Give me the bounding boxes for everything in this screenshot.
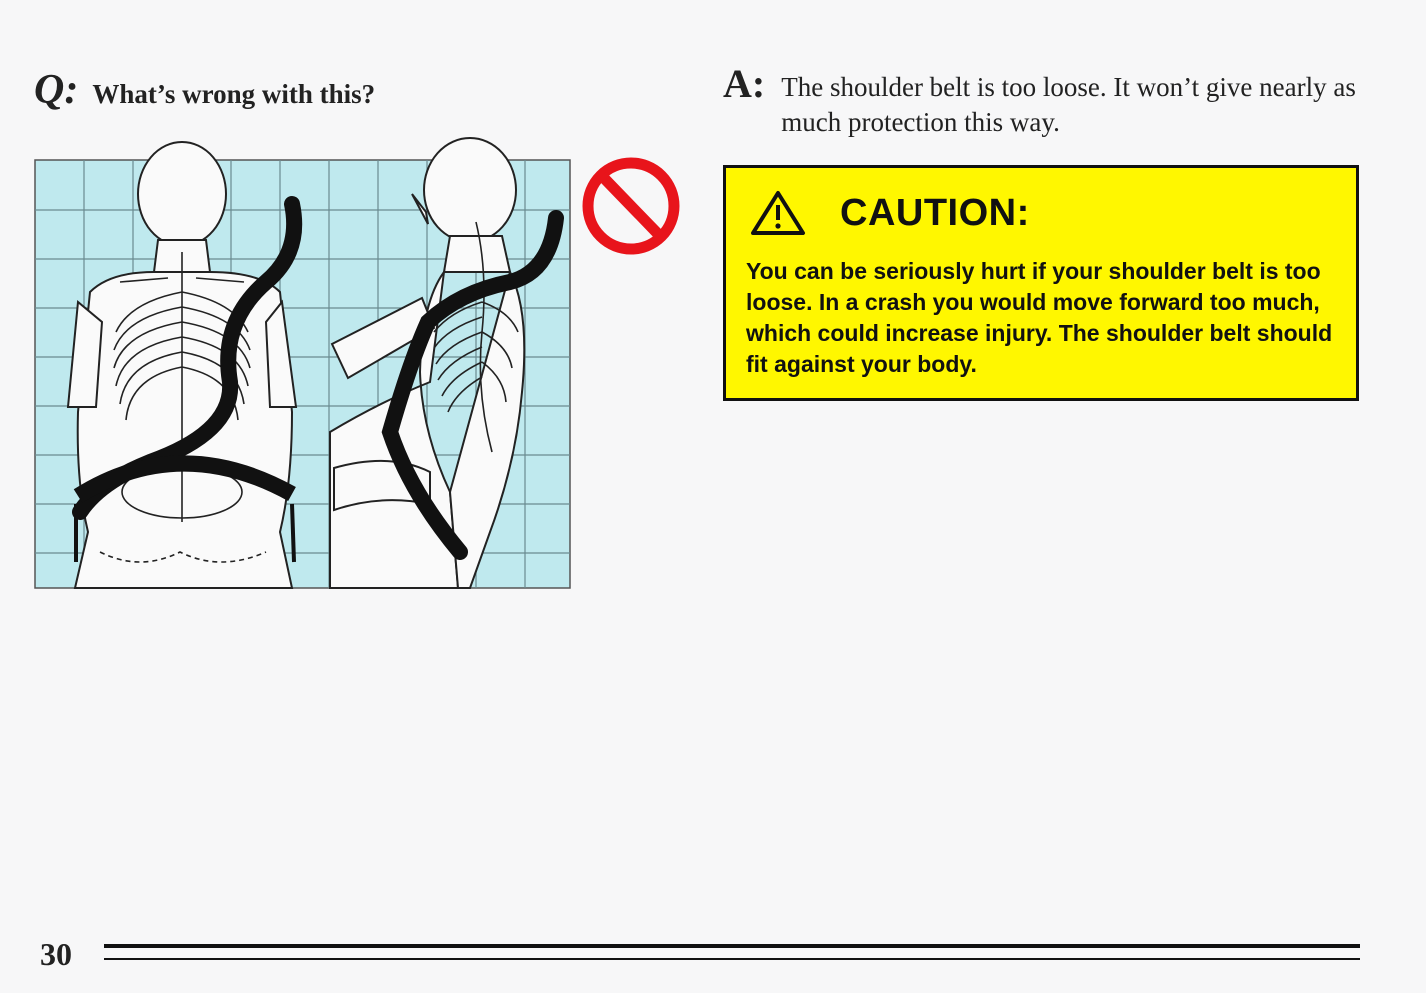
footer-rule xyxy=(104,944,1360,948)
warning-triangle-icon xyxy=(750,190,806,236)
seatbelt-illustration xyxy=(30,132,690,602)
question xyxy=(34,66,375,114)
question-text: What’s wrong with this? xyxy=(92,79,376,109)
caution-title: CAUTION: xyxy=(840,191,1030,234)
footer-rule-thin xyxy=(104,958,1360,960)
caution-header xyxy=(750,190,1030,236)
caution-box xyxy=(723,165,1359,401)
prohibition-icon xyxy=(588,163,674,249)
answer-text: The shoulder belt is too loose. It won’t give nearly as much protection this way. xyxy=(781,72,1356,137)
caution-text: You can be seriously hurt if your shoulder belt is too loose. In a crash you would move forward too much, which could increase injury. The shoulder belt should fit against your body. xyxy=(746,258,1333,377)
loose-shoulder-belt-illustration xyxy=(30,132,690,602)
answer xyxy=(723,61,1383,140)
question-label: Q: xyxy=(34,67,79,113)
page-number: 30 xyxy=(40,936,72,972)
answer-label: A: xyxy=(723,61,766,106)
